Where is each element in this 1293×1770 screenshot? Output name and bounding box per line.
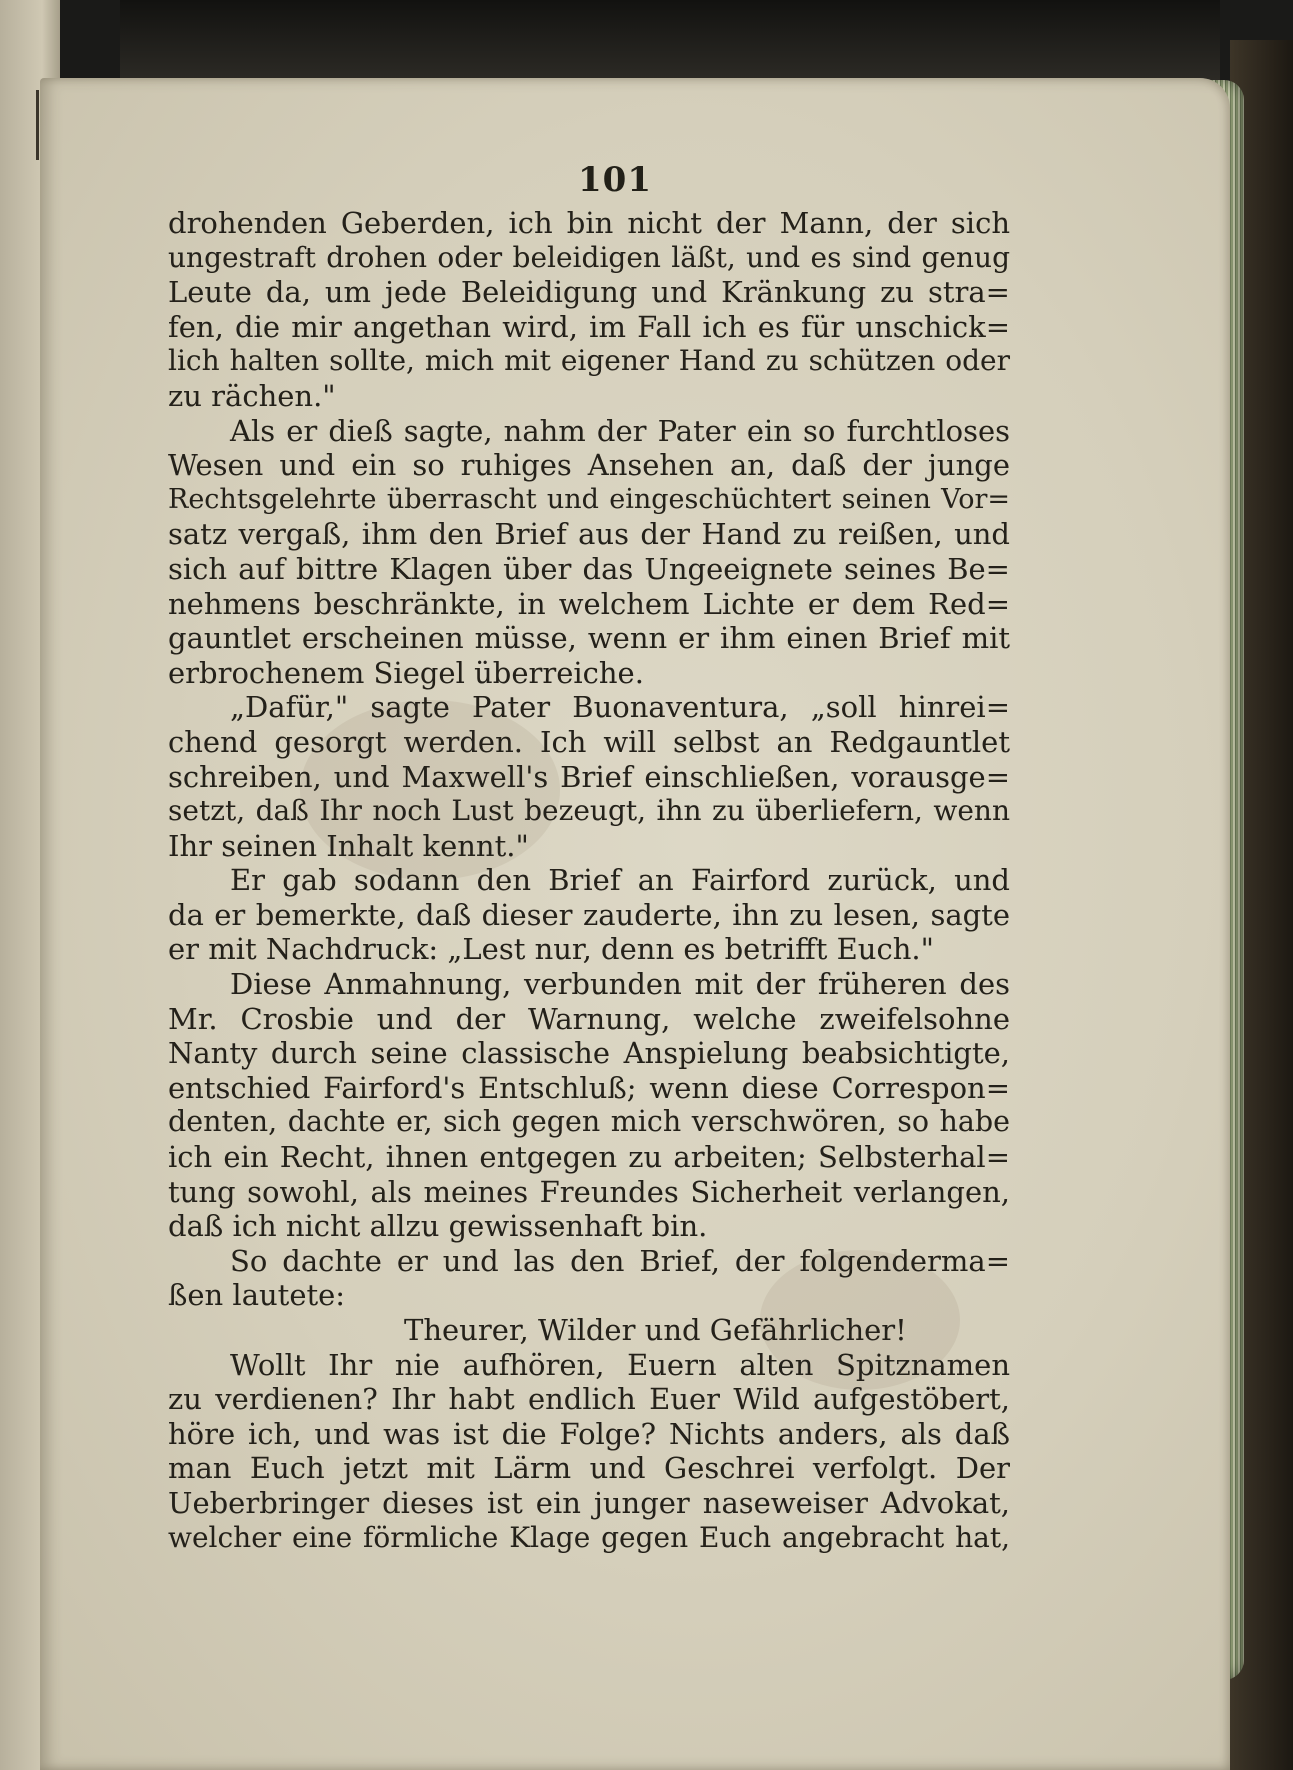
text-line: Wesen und ein so ruhiges Ansehen an, daß der junge	[168, 448, 1010, 483]
text-line: da er bemerkte, daß dieser zauderte, ihn zu lesen, sagte	[168, 897, 1010, 932]
text-line: tung sowohl, als meines Freundes Sicherheit verlangen,	[168, 1174, 1010, 1209]
text-line: entschied Fairford's Entschluß; wenn diese Correspon=	[168, 1070, 1010, 1105]
text-line: drohenden Geberden, ich bin nicht der Mann, der sich	[168, 206, 1010, 240]
text-line: zu rächen."	[168, 378, 336, 413]
page-body-text	[168, 206, 1010, 1555]
text-line: erbrochenem Siegel überreiche.	[168, 655, 644, 690]
text-line: Wollt Ihr nie aufhören, Euern alten Spitznamen	[230, 1347, 1010, 1382]
text-line: nehmens beschränkte, in welchem Lichte er dem Red=	[168, 586, 1010, 621]
text-line: Als er dieß sagte, nahm der Pater ein so furchtloses	[230, 413, 1010, 448]
page-number: 101	[578, 160, 652, 200]
text-line: Diese Anmahnung, verbunden mit der früheren des	[230, 967, 1010, 1002]
text-line: ich ein Recht, ihnen entgegen zu arbeiten; Selbsterhal=	[168, 1140, 1010, 1175]
gutter-mark	[36, 90, 39, 160]
text-line: Mr. Crosbie und der Warnung, welche zweifelsohne	[168, 1001, 1010, 1036]
text-line: höre ich, und was ist die Folge? Nichts anders, als daß	[168, 1416, 1010, 1451]
text-line: ungestraft drohen oder beleidigen läßt, und es sind genug	[168, 240, 1010, 274]
text-line: daß ich nicht allzu gewissenhaft bin.	[168, 1209, 708, 1244]
text-line: Ueberbringer dieses ist ein junger naseweiser Advokat,	[168, 1485, 1010, 1520]
text-line: sich auf bittre Klagen über das Ungeeignete seines Be=	[168, 551, 1010, 586]
text-line: schreiben, und Maxwell's Brief einschließen, vorausge=	[168, 759, 1010, 794]
text-line: gauntlet erscheinen müsse, wenn er ihm einen Brief mit	[168, 621, 1010, 656]
text-line: fen, die mir angethan wird, im Fall ich es für unschick=	[168, 309, 1010, 344]
book-cover-top	[120, 0, 1220, 80]
text-line: man Euch jetzt mit Lärm und Geschrei verfolgt. Der	[168, 1451, 1010, 1486]
text-line: Nanty durch seine classische Anspielung beabsichtigte,	[168, 1036, 1010, 1071]
text-line: welcher eine förmliche Klage gegen Euch angebracht hat,	[168, 1520, 1010, 1554]
text-line: chend gesorgt werden. Ich will selbst an Redgauntlet	[168, 724, 1010, 759]
text-line: So dachte er und las den Brief, der folgenderma=	[230, 1243, 1010, 1278]
text-line: „Dafür," sagte Pater Buonaventura, „soll hinrei=	[230, 690, 1010, 725]
text-line: Ihr seinen Inhalt kennt."	[168, 828, 529, 863]
text-line: er mit Nachdruck: „Lest nur, denn es betrifft Euch."	[168, 932, 934, 967]
text-line: denten, dachte er, sich gegen mich verschwören, so habe	[168, 1105, 1010, 1139]
text-line: lich halten sollte, mich mit eigener Hand zu schützen oder	[168, 344, 1010, 378]
text-line: ßen lautete:	[168, 1278, 346, 1313]
text-line: satz vergaß, ihm den Brief aus der Hand zu reißen, und	[168, 517, 1010, 552]
text-line: setzt, daß Ihr noch Lust bezeugt, ihn zu überliefern, wenn	[168, 794, 1010, 828]
letter-salutation: Theurer, Wilder und Gefährlicher!	[404, 1313, 907, 1347]
text-line: Leute da, um jede Beleidigung und Kränkung zu stra=	[168, 275, 1010, 310]
text-line: Er gab sodann den Brief an Fairford zurück, und	[230, 863, 1010, 898]
text-line: Rechtsgelehrte überrascht und eingeschüchtert seinen Vor=	[168, 483, 1010, 515]
text-line: zu verdienen? Ihr habt endlich Euer Wild aufgestöbert,	[168, 1382, 1010, 1417]
